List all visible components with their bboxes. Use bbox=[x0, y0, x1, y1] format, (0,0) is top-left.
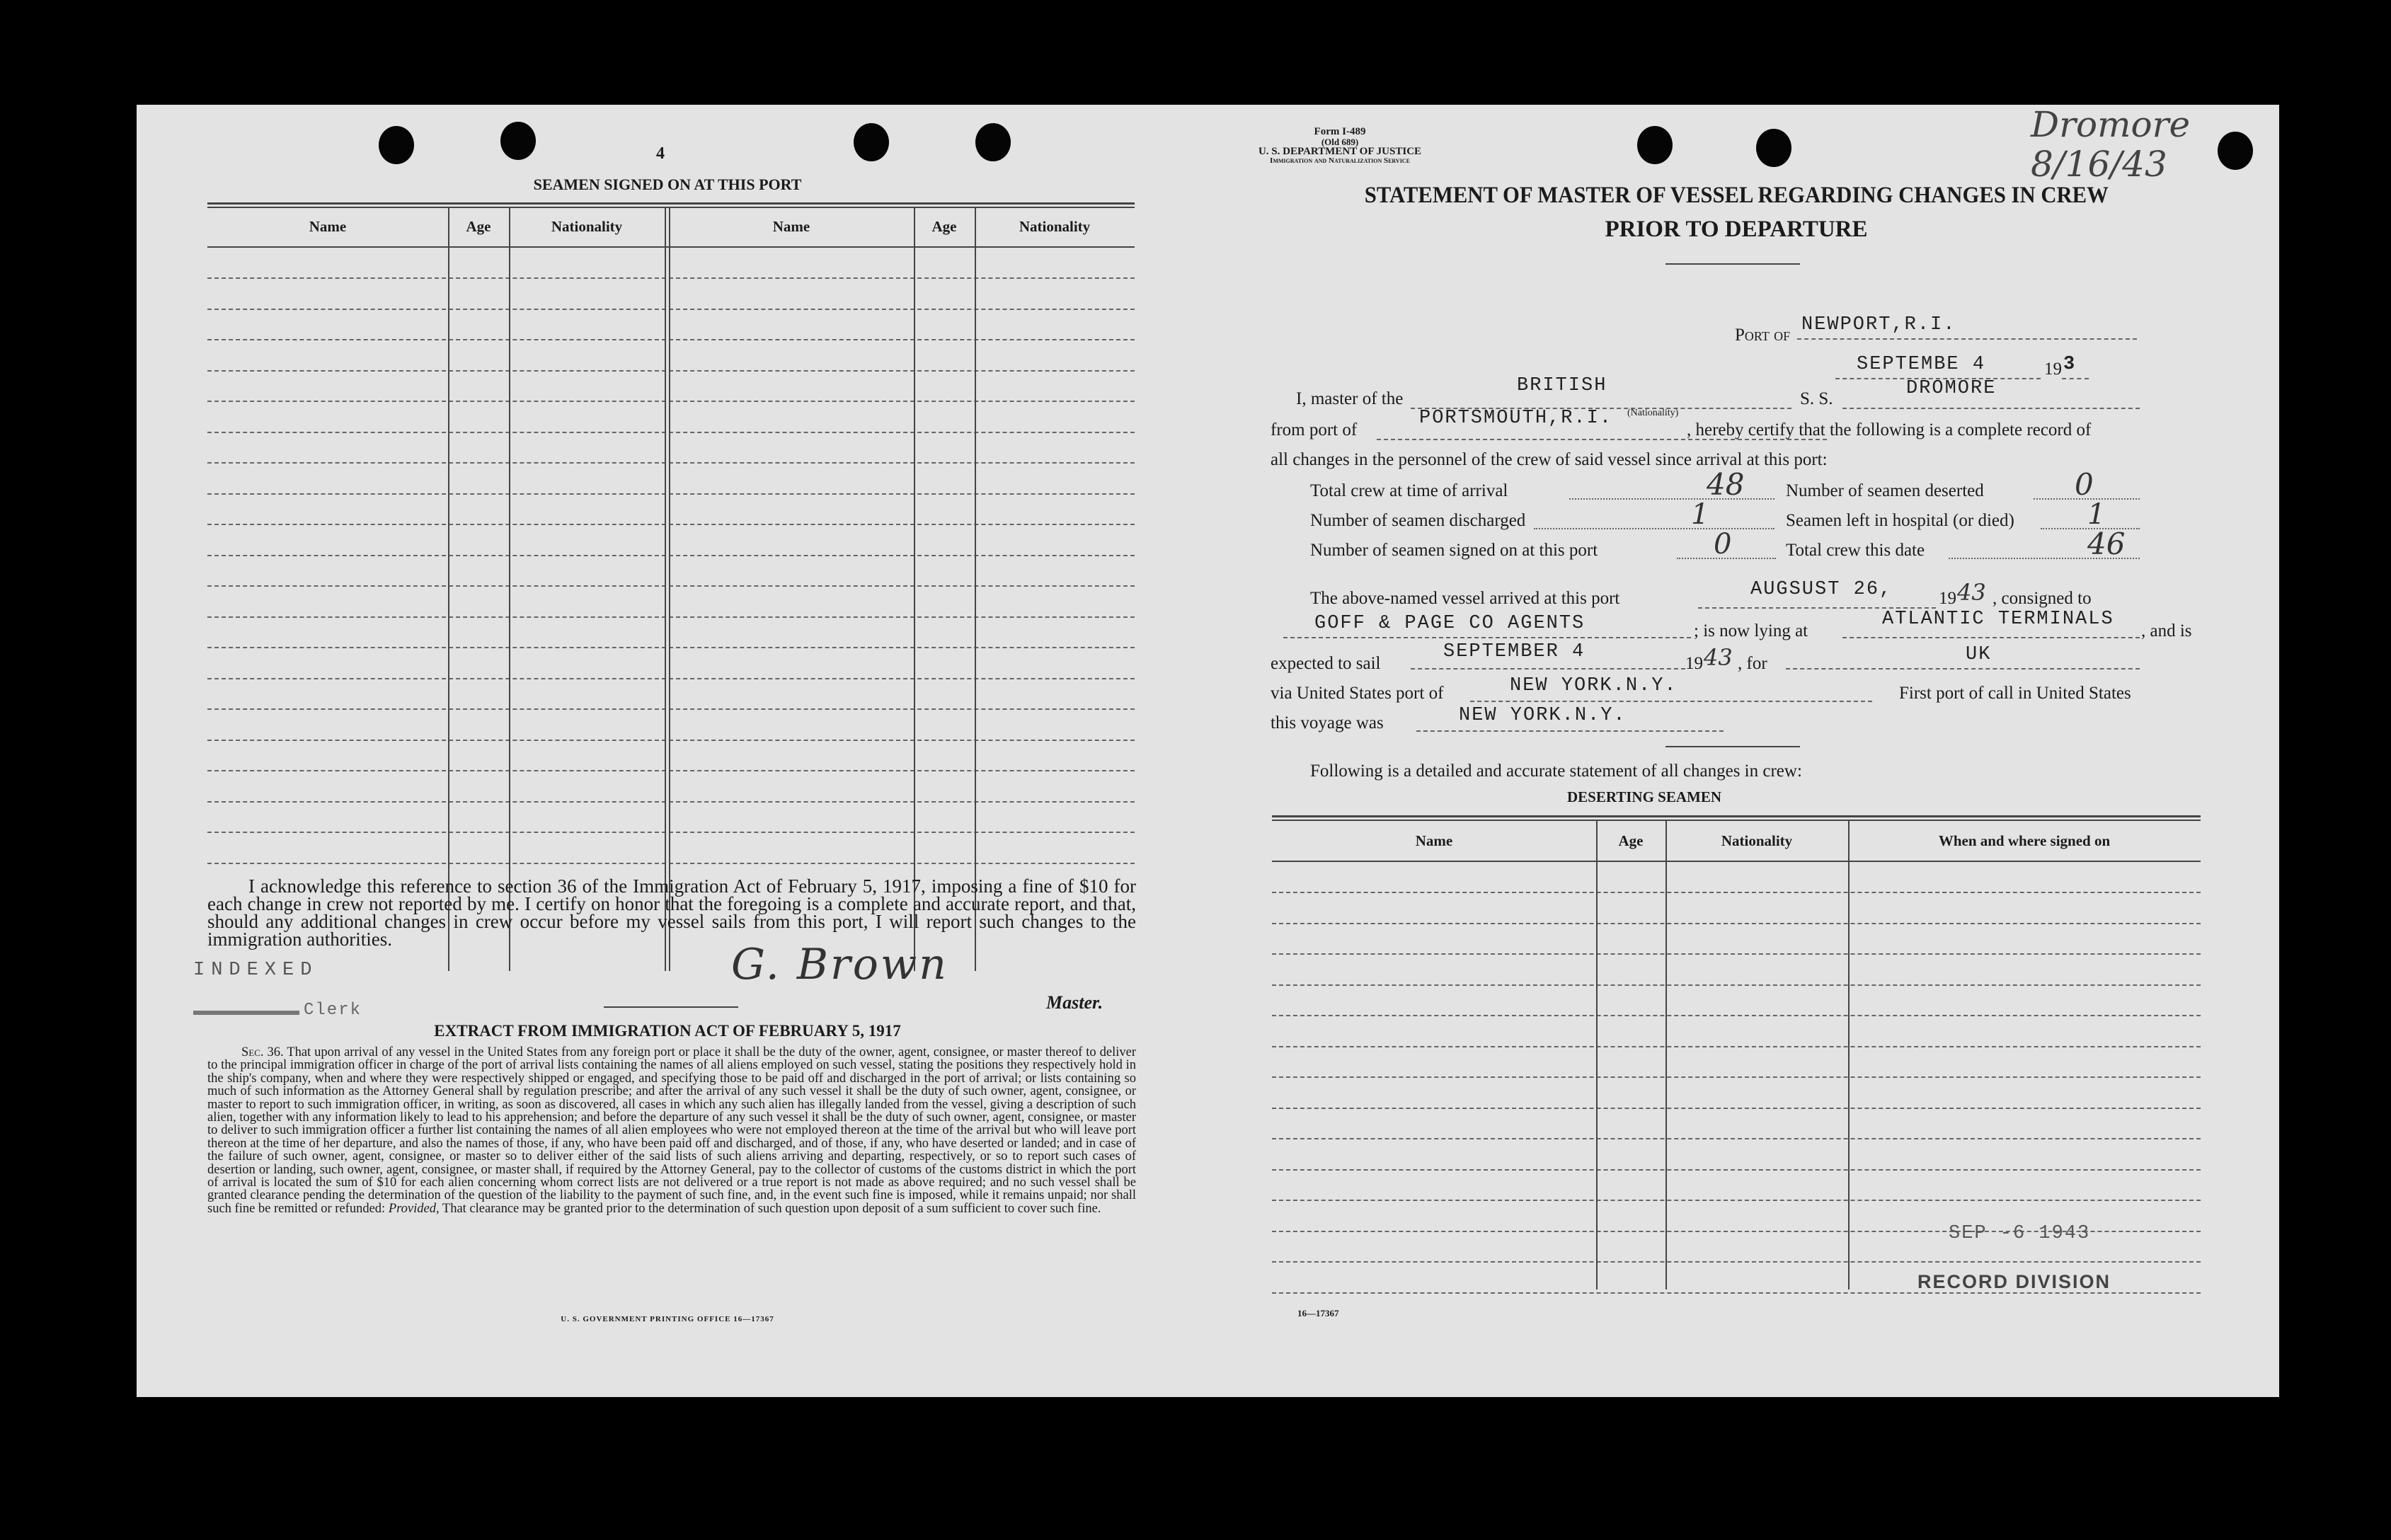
deserted-label: Number of seamen deserted bbox=[1786, 481, 1984, 500]
extract-body: That upon arrival of any vessel in the United States from any foreign port or place it shall be the duty of the owner, agent, consignee, or master thereof to deliver to the principal immigration officer in charge of the port of arrival lists containing the names of all aliens employed on such vessel, stating the positions they respectively hold in the ship's company, when and where they were respectively shipped or engaged, and specifying those to be paid off and discharged in the port of arrival; or lists containing so much of such information as the Attorney General shall by regulation prescribe; and after the arrival of any such vessel it shall be the duty of such owner, agent, consignee, or master to report to such immigration officer, in writing, as soon as discovered, all cases in which any such alien has illegally landed from the vessel, giving a description of such alien, together with any information likely to lead to his apprehension; and before the departure of any such vessel it shall be the duty of such owner, agent, consignee, or master to deliver to such immigration officer a further list containing the names of all alien employees who were not employed thereon at the time of the arrival but who will leave port thereon at the time of her departure, and also the names of those, if any, who have been paid off and discharged, and of those, if any, who have deserted or landed; and in case of the failure of such owner, agent, consignee, or master so to deliver either of the said lists of such aliens arriving and departing, respectively, or so to report such cases of desertion or landing, such owner, agent, consignee, or master shall, if required by the Attorney General, pay to the collector of customs of the customs district in which the port of arrival is located the sum of $10 for each alien concerning whom correct lists are not delivered or a true report is not made as above required; and no such vessel shall be granted clearance pending the determination of the question of the liability to the payment of such fine, and, in the event such fine is imposed, while it remains unpaid; nor shall such fine be remitted or refunded: bbox=[207, 1045, 1136, 1216]
total-crew-arrival-label: Total crew at time of arrival bbox=[1310, 481, 1508, 500]
deserted-value: 0 bbox=[2075, 467, 2094, 502]
arrived-date: AUGSUST 26, bbox=[1750, 579, 1893, 600]
form-subtitle: PRIOR TO DEPARTURE bbox=[1605, 217, 1868, 242]
expected-year-prefix: 19 bbox=[1685, 654, 1703, 673]
department-name: U. S. DEPARTMENT OF JUSTICE bbox=[1258, 146, 1422, 157]
discharged-label: Number of seamen discharged bbox=[1310, 511, 1526, 530]
extract-provided: Provided, bbox=[388, 1201, 440, 1216]
table-row bbox=[207, 277, 1135, 279]
table-row bbox=[207, 863, 1135, 864]
master-signature: G. Brown bbox=[731, 940, 948, 989]
table-row bbox=[207, 309, 1135, 310]
page-number: 4 bbox=[656, 144, 665, 163]
all-changes-text: all changes in the personnel of the crew of said vessel since arrival at this port: bbox=[1271, 450, 1828, 469]
ss-label: S. S. bbox=[1800, 389, 1833, 408]
total-crew-date-value: 46 bbox=[2087, 527, 2126, 561]
arrived-label: The above-named vessel arrived at this port bbox=[1310, 589, 1620, 608]
printing-office-note: U. S. GOVERNMENT PRINTING OFFICE 16—17367 bbox=[561, 1315, 774, 1323]
table-row bbox=[1272, 1015, 2201, 1016]
form-title: STATEMENT OF MASTER OF VESSEL REGARDING CHANGES IN CREW bbox=[1364, 183, 2109, 208]
punch-hole bbox=[975, 123, 1011, 161]
column-header-nationality: Nationality bbox=[1019, 218, 1091, 235]
deserting-column-signed-on: When and where signed on bbox=[1938, 832, 2111, 849]
punch-hole bbox=[500, 122, 536, 160]
expected-year: 43 bbox=[1704, 644, 1733, 671]
table-row bbox=[207, 493, 1135, 495]
report-date: SEPTEMBE 4 bbox=[1857, 354, 1986, 375]
column-header-age: Age bbox=[931, 218, 957, 235]
first-port-label: First port of call in United States bbox=[1899, 684, 2131, 703]
document-sheet bbox=[137, 105, 2279, 1397]
port-of-value: NEWPORT,R.I. bbox=[1801, 314, 1956, 335]
destination: UK bbox=[1966, 644, 1992, 665]
certify-text: , hereby certify that the following is a complete record of bbox=[1687, 420, 2092, 439]
total-crew-arrival-value: 48 bbox=[1707, 467, 1745, 502]
following-text: Following is a detailed and accurate statement of all changes in crew: bbox=[1310, 762, 1802, 781]
extract-end: That clearance may be granted prior to the determination of such question upon deposit of a sum sufficient to cover such fine. bbox=[442, 1201, 1101, 1216]
table-row bbox=[207, 585, 1135, 587]
punch-hole bbox=[2218, 132, 2253, 170]
table-row bbox=[1272, 923, 2201, 924]
for-label: , for bbox=[1738, 654, 1767, 673]
expected-date: SEPTEMBER 4 bbox=[1443, 641, 1586, 662]
form-number: Form I-489 bbox=[1314, 126, 1366, 137]
hospital-value: 1 bbox=[2087, 498, 2106, 531]
signed-on-value: 0 bbox=[1714, 528, 1732, 561]
extract-text bbox=[207, 1046, 1136, 1215]
clerk-stamp: Clerk bbox=[304, 1001, 362, 1020]
table-row bbox=[1272, 1076, 2201, 1078]
form-code: 16—17367 bbox=[1297, 1308, 1339, 1318]
lying-at: ATLANTIC TERMINALS bbox=[1882, 609, 2114, 630]
arrived-year: 43 bbox=[1957, 579, 1986, 606]
table-row bbox=[207, 616, 1135, 618]
column-header-name: Name bbox=[772, 218, 810, 235]
consignee: GOFF & PAGE CO AGENTS bbox=[1314, 613, 1586, 634]
deserting-column-age: Age bbox=[1618, 832, 1644, 849]
vessel-nationality: BRITISH bbox=[1517, 375, 1607, 396]
table-row bbox=[1272, 892, 2201, 893]
punch-hole bbox=[1756, 129, 1791, 167]
first-port-value: NEW YORK.N.Y. bbox=[1459, 705, 1627, 726]
column-header-name: Name bbox=[309, 218, 347, 235]
column-header-age: Age bbox=[466, 218, 491, 235]
corner-handwritten-note: Dromore 8/16/43 bbox=[2031, 105, 2191, 185]
record-division-stamp: RECORD DIVISION bbox=[1917, 1271, 2111, 1292]
discharged-value: 1 bbox=[1691, 498, 1709, 531]
via-port: NEW YORK.N.Y. bbox=[1510, 675, 1678, 696]
arrived-year-prefix: 19 bbox=[1939, 589, 1956, 608]
form-old-number: (Old 689) bbox=[1321, 137, 1359, 147]
table-row bbox=[207, 432, 1135, 433]
master-of-the-label: I, master of the bbox=[1296, 389, 1404, 408]
indexed-stamp: INDEXED bbox=[193, 960, 319, 981]
year-prefix: 19 bbox=[2044, 360, 2062, 379]
extract-title: EXTRACT FROM IMMIGRATION ACT OF FEBRUARY 5, 1917 bbox=[434, 1022, 901, 1040]
and-is-label: , and is bbox=[2141, 621, 2192, 640]
deserting-column-nationality: Nationality bbox=[1721, 832, 1793, 849]
received-date-stamp: SEP -6 1943 bbox=[1949, 1223, 2091, 1244]
table-row bbox=[1272, 1261, 2201, 1263]
total-crew-date-label: Total crew this date bbox=[1786, 541, 1925, 560]
port-of-label: Port of bbox=[1735, 326, 1791, 345]
expected-label: expected to sail bbox=[1271, 654, 1381, 673]
table-row bbox=[207, 770, 1135, 771]
from-port-label: from port of bbox=[1271, 420, 1358, 439]
column-header-nationality: Nationality bbox=[551, 218, 623, 235]
deserting-seamen-title: DESERTING SEAMEN bbox=[1566, 788, 1722, 805]
table-row bbox=[207, 524, 1135, 525]
table-row bbox=[1272, 1138, 2201, 1139]
table-row bbox=[207, 555, 1135, 556]
punch-hole bbox=[379, 126, 414, 164]
table-row bbox=[207, 370, 1135, 372]
table-row bbox=[207, 678, 1135, 679]
lying-label: ; is now lying at bbox=[1694, 621, 1808, 640]
table-row bbox=[1272, 984, 2201, 986]
acknowledgement-text: I acknowledge this reference to section 36 of the Immigration Act of February 5, 1917, imposing a fine of $10 for each change in crew not reported by me. I certify on honor that the foregoing is a complete and accurate report, and that, should any additional changes in crew occur before my vessel sails from this port, I will report such changes to the immigration authorities. bbox=[207, 875, 1136, 950]
vessel-name: DROMORE bbox=[1906, 378, 1997, 399]
table-row bbox=[207, 647, 1135, 648]
punch-hole bbox=[854, 123, 889, 161]
signed-on-table-title: SEAMEN SIGNED ON AT THIS PORT bbox=[533, 176, 802, 193]
table-row bbox=[207, 401, 1135, 402]
year-value: 3 bbox=[2063, 354, 2077, 375]
signed-on-label: Number of seamen signed on at this port bbox=[1310, 541, 1598, 560]
extract-section: Sec. 36. bbox=[241, 1045, 284, 1059]
table-row bbox=[1272, 1169, 2201, 1171]
hospital-label: Seamen left in hospital (or died) bbox=[1786, 511, 2014, 530]
table-row bbox=[1272, 953, 2201, 955]
from-port-value: PORTSMOUTH,R.I. bbox=[1419, 408, 1613, 429]
voyage-label: this voyage was bbox=[1271, 713, 1384, 732]
table-row bbox=[1272, 1046, 2201, 1047]
table-row bbox=[207, 740, 1135, 741]
consigned-label: , consigned to bbox=[1992, 589, 2092, 608]
table-row bbox=[207, 462, 1135, 464]
table-row bbox=[207, 708, 1135, 710]
table-row bbox=[207, 832, 1135, 833]
table-row bbox=[207, 339, 1135, 340]
table-row bbox=[207, 801, 1135, 803]
punch-hole bbox=[1637, 126, 1673, 164]
deserting-column-name: Name bbox=[1415, 832, 1453, 849]
master-label: Master. bbox=[1046, 992, 1103, 1013]
table-row bbox=[1272, 1108, 2201, 1109]
nationality-caption: (Nationality) bbox=[1627, 408, 1679, 418]
via-label: via United States port of bbox=[1271, 684, 1444, 703]
service-name: Immigration and Naturalization Service bbox=[1270, 156, 1410, 165]
table-row bbox=[1272, 1200, 2201, 1201]
